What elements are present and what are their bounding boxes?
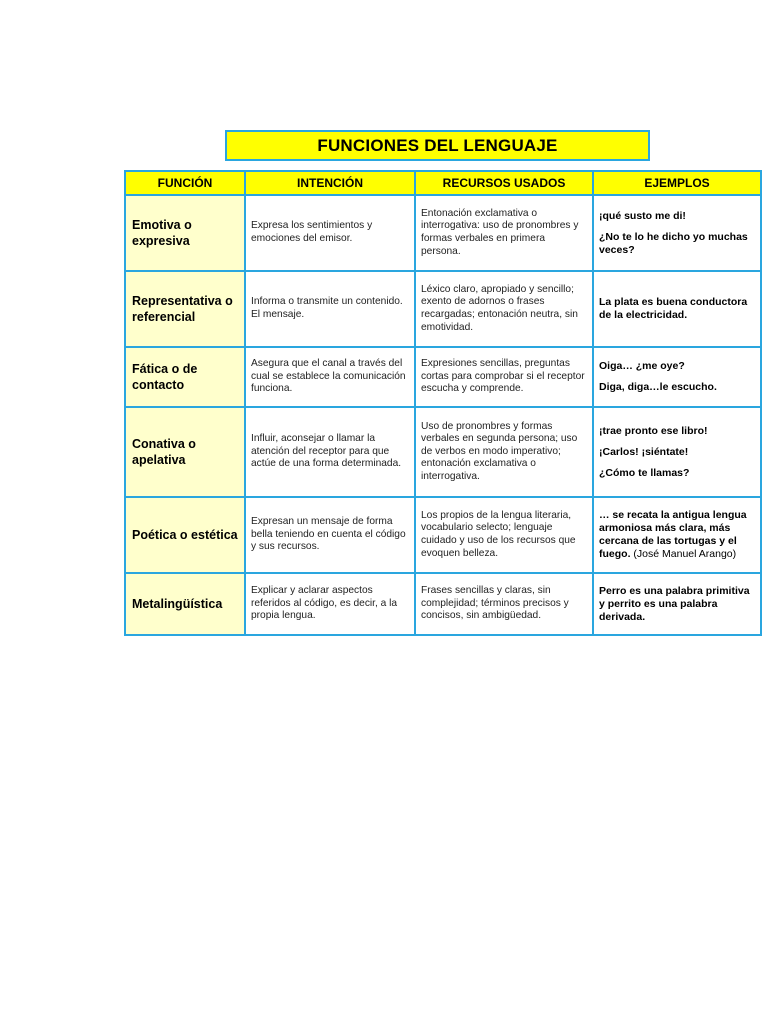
- table-row: [125, 195, 761, 271]
- table-row: [125, 271, 761, 347]
- cell-recursos: Léxico claro, apropiado y sencillo; exento de adornos o frases recargadas; entonación neutra, sin emotividad.: [415, 271, 593, 347]
- cell-ejemplos: [593, 407, 761, 497]
- example-line: La plata es buena conductora de la electricidad.: [599, 296, 748, 321]
- cell-ejemplos: [593, 573, 761, 635]
- example-line: … se recata la antigua lengua armoniosa más clara, más cercana de las tortugas y el fuego.: [599, 509, 747, 560]
- cell-funcion: Poética o estética: [125, 497, 245, 573]
- header-ejemplos: EJEMPLOS: [593, 171, 761, 195]
- cell-recursos: Entonación exclamativa o interrogativa: uso de pronombres y formas verbales en primera persona.: [415, 195, 593, 271]
- example-line: ¡trae pronto ese libro!: [599, 424, 708, 437]
- document-title: FUNCIONES DEL LENGUAJE: [225, 130, 650, 161]
- cell-intencion: Asegura que el canal a través del cual se establece la comunicación funciona.: [245, 347, 415, 407]
- cell-ejemplos: [593, 347, 761, 407]
- example-line: ¡Carlos! ¡siéntate!: [599, 445, 689, 458]
- header-recursos: RECURSOS USADOS: [415, 171, 593, 195]
- table-row: [125, 347, 761, 407]
- table-row: [125, 407, 761, 497]
- cell-recursos: Expresiones sencillas, preguntas cortas para comprobar si el receptor escucha y comprende.: [415, 347, 593, 407]
- cell-funcion: Conativa o apelativa: [125, 407, 245, 497]
- cell-recursos: Los propios de la lengua literaria, vocabulario selecto; lenguaje cuidado y uso de los recursos que evoquen belleza.: [415, 497, 593, 573]
- cell-intencion: Expresa los sentimientos y emociones del emisor.: [245, 195, 415, 271]
- cell-intencion: Influir, aconsejar o llamar la atención del receptor para que actúe de una forma determinada.: [245, 407, 415, 497]
- cell-ejemplos: [593, 271, 761, 347]
- cell-funcion: Representativa o referencial: [125, 271, 245, 347]
- table-row: [125, 573, 761, 635]
- example-line: Perro es una palabra primitiva y perrito es una palabra derivada.: [599, 584, 750, 623]
- cell-funcion: Fática o de contacto: [125, 347, 245, 407]
- example-line: ¿Cómo te llamas?: [599, 466, 690, 479]
- cell-intencion: Explicar y aclarar aspectos referidos al código, es decir, a la propia lengua.: [245, 573, 415, 635]
- example-line: Diga, diga…le escucho.: [599, 381, 717, 393]
- cell-funcion: Metalingüística: [125, 573, 245, 635]
- cell-ejemplos: [593, 195, 761, 271]
- table-header-row: [125, 171, 761, 195]
- cell-recursos: Frases sencillas y claras, sin complejidad; términos precisos y concisos, sin ambigüedad.: [415, 573, 593, 635]
- example-line: ¡qué susto me di!: [599, 209, 686, 222]
- cell-intencion: Informa o transmite un contenido. El mensaje.: [245, 271, 415, 347]
- cell-funcion: Emotiva o expresiva: [125, 195, 245, 271]
- cell-intencion: Expresan un mensaje de forma bella teniendo en cuenta el código y sus recursos.: [245, 497, 415, 573]
- cell-ejemplos: [593, 497, 761, 573]
- header-funcion: FUNCIÓN: [125, 171, 245, 195]
- header-intencion: INTENCIÓN: [245, 171, 415, 195]
- cell-recursos: Uso de pronombres y formas verbales en segunda persona; uso de verbos en modo imperativo; entonación exclamativa o interrogativa.: [415, 407, 593, 497]
- functions-table: [124, 170, 762, 636]
- table-row: [125, 497, 761, 573]
- example-line: Oiga… ¿me oye?: [599, 360, 685, 372]
- example-line: ¿No te lo he dicho yo muchas veces?: [599, 230, 748, 256]
- example-author: (José Manuel Arango): [633, 548, 737, 560]
